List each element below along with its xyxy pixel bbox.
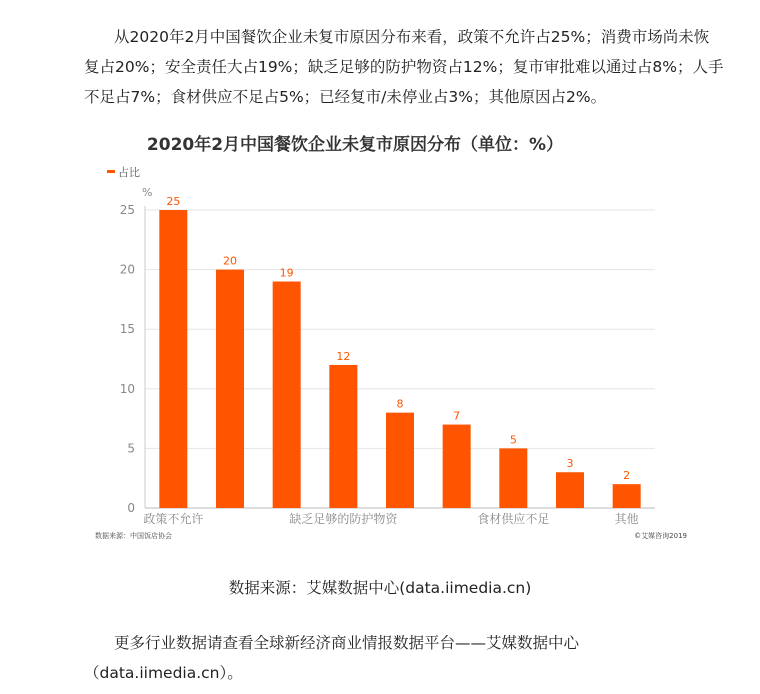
chart-source-note: 数据来源：中国饭店协会 bbox=[95, 532, 172, 540]
legend-label: 占比 bbox=[118, 166, 140, 179]
data-label: 2 bbox=[623, 469, 631, 483]
bar bbox=[159, 210, 187, 508]
data-label: 19 bbox=[279, 266, 294, 280]
bar bbox=[443, 425, 471, 508]
bar bbox=[273, 282, 301, 508]
plot-area bbox=[120, 195, 655, 526]
data-label: 12 bbox=[336, 349, 351, 363]
y-tick-label: 20 bbox=[119, 262, 135, 277]
bar bbox=[556, 472, 584, 508]
y-tick-label: 15 bbox=[119, 322, 135, 337]
legend-swatch bbox=[107, 170, 115, 173]
x-tick-label: 缺乏足够的防护物资 bbox=[289, 512, 398, 526]
intro-paragraph: 从2020年2月中国餐饮企业未复市原因分布来看，政策不允许占25%；消费市场尚未恢复占20%；安全责任大占19%；缺乏足够的防护物资占12%；复市审批难以通过占8%；人手不足占7%；食材供应不足占5%；已经复市/未停业占3%；其他原因占2%。 bbox=[84, 28, 724, 106]
chart-copyright: ©艾媒咨询2019 bbox=[634, 532, 687, 540]
y-tick-label: 25 bbox=[119, 203, 135, 217]
data-label: 25 bbox=[166, 195, 181, 208]
y-axis-unit: % bbox=[142, 186, 153, 199]
bar bbox=[499, 448, 527, 508]
bar bbox=[329, 365, 357, 508]
x-tick-label: 其他 bbox=[614, 512, 639, 526]
data-label: 8 bbox=[396, 397, 404, 411]
more-data-paragraph: 更多行业数据请查看全球新经济商业情报数据平台——艾媒数据中心（data.iimedia.cn）。 bbox=[84, 634, 580, 682]
bar bbox=[613, 484, 641, 508]
data-label: 5 bbox=[509, 433, 517, 447]
chart-title: 2020年2月中国餐饮企业未复市原因分布（单位：%） bbox=[146, 135, 564, 155]
x-tick-label: 政策不允许 bbox=[143, 512, 204, 526]
y-tick-label: 5 bbox=[127, 441, 135, 456]
data-label: 7 bbox=[453, 409, 461, 423]
bar-chart bbox=[90, 128, 690, 548]
y-tick-label: 0 bbox=[127, 501, 135, 515]
data-label: 20 bbox=[223, 254, 237, 268]
data-label: 3 bbox=[566, 457, 574, 471]
bar bbox=[386, 413, 414, 508]
bar bbox=[216, 270, 244, 508]
x-tick-label: 食材供应不足 bbox=[477, 512, 550, 526]
source-line: 数据来源：艾媒数据中心(data.iimedia.cn) bbox=[228, 579, 532, 597]
y-tick-label: 10 bbox=[119, 381, 135, 396]
